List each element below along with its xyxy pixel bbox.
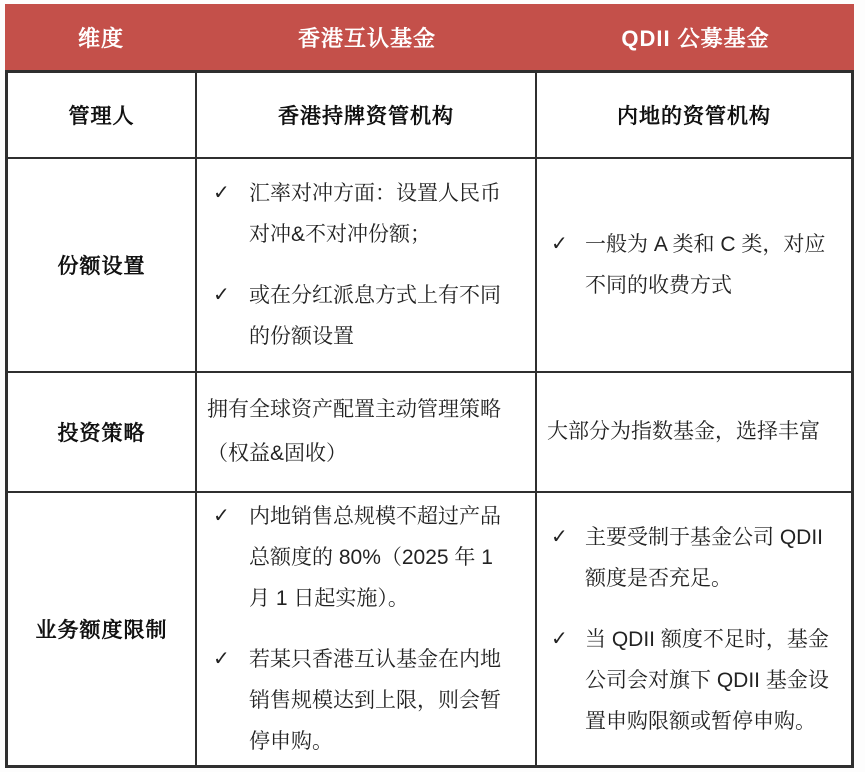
- checkmark-icon: ✓: [213, 284, 230, 306]
- bullet-text: 或在分红派息方式上有不同的份额设置: [249, 284, 501, 348]
- checkmark-icon: ✓: [213, 648, 230, 670]
- bullet-item: [197, 173, 535, 255]
- header-col-qdii-fund: QDII 公募基金: [621, 25, 770, 51]
- checkmark-icon: ✓: [551, 627, 568, 650]
- qdii-quota-limit-cell: [537, 493, 851, 765]
- hk-share-settings-cell: [197, 159, 537, 371]
- header-col-dimension: 维度: [77, 25, 124, 51]
- bullet-item: [537, 224, 851, 306]
- table-row-share-settings: [8, 159, 851, 373]
- hk-manager-value: 香港持牌资管机构: [197, 73, 537, 157]
- bullet-item: [537, 517, 851, 599]
- comparison-table: [5, 4, 854, 768]
- qdii-manager-value: 内地的资管机构: [617, 105, 771, 128]
- bullet-item: [197, 639, 535, 762]
- checkmark-icon: ✓: [551, 525, 568, 548]
- bullet-text: 若某只香港互认基金在内地销售规模达到上限，则会暂停申购。: [249, 648, 501, 753]
- bullet-text: 当 QDII 额度不足时，基金公司会对旗下 QDII 基金设置申购限额或暂停申购。: [585, 627, 829, 733]
- dimension-label-manager: 管理人: [8, 73, 197, 157]
- table-header-row: [5, 4, 854, 70]
- bullet-item: [197, 275, 535, 357]
- bullet-text: 主要受制于基金公司 QDII 额度是否充足。: [585, 525, 824, 590]
- checkmark-icon: ✓: [213, 182, 230, 204]
- bullet-text: 汇率对冲方面：设置人民币对冲&不对冲份额；: [249, 182, 501, 246]
- hk-quota-limit-cell: [197, 493, 537, 765]
- table-row-quota-limit: [8, 493, 851, 765]
- table-row-investment-strategy: [8, 373, 851, 493]
- bullet-item: [537, 619, 851, 742]
- header-col-hk-mutual-fund: 香港互认基金: [297, 25, 436, 51]
- hk-strategy-value: 拥有全球资产配置主动管理策略（权益&固收）: [197, 373, 537, 491]
- table-row-manager: [8, 73, 851, 159]
- dimension-label-quota-limit: 业务额度限制: [8, 493, 197, 765]
- bullet-text: 内地销售总规模不超过产品总额度的 80%（2025 年 1 月 1 日起实施）。: [249, 505, 501, 610]
- dimension-label-share-settings: 份额设置: [8, 159, 197, 371]
- checkmark-icon: ✓: [551, 233, 568, 255]
- checkmark-icon: ✓: [213, 505, 230, 527]
- bullet-text: 一般为 A 类和 C 类，对应不同的收费方式: [585, 233, 826, 297]
- bullet-item: [197, 496, 535, 619]
- qdii-strategy-value: 大部分为指数基金，选择丰富: [547, 420, 820, 443]
- qdii-share-settings-cell: [537, 159, 851, 371]
- dimension-label-investment-strategy: 投资策略: [8, 373, 197, 491]
- table-body: [5, 70, 854, 768]
